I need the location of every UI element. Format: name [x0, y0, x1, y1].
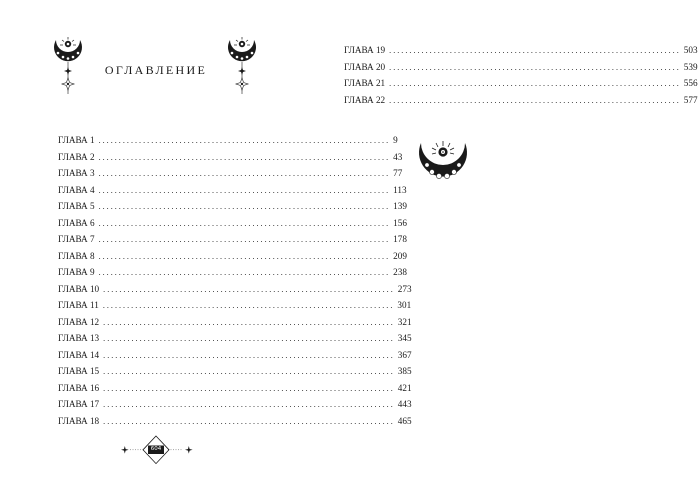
leader-dots: ........................................................................ [103, 400, 395, 409]
toc-entry[interactable] [58, 333, 412, 350]
leader-dots: ........................................................................ [98, 218, 391, 228]
page-number: 9 [393, 135, 398, 145]
chapter-label: ГЛАВА 5 [58, 201, 95, 211]
toc-entry[interactable] [58, 415, 412, 433]
leader-dots: ........................................................................ [103, 383, 395, 393]
page-number: 238 [393, 267, 407, 277]
page-folio [116, 435, 196, 465]
chapter-label: ГЛАВА 18 [58, 415, 100, 426]
toc-entry[interactable] [58, 366, 412, 383]
leader-dots: ........................................................................ [98, 185, 391, 195]
leader-dots: ........................................................................ [389, 62, 681, 72]
page-number: 273 [397, 283, 412, 294]
chapter-label: ГЛАВА 13 [58, 333, 100, 343]
page-number: 443 [397, 399, 412, 409]
page-number: 156 [393, 217, 407, 228]
page-number: 421 [397, 382, 412, 393]
page-number: 345 [397, 333, 412, 343]
leader-dots: ........................................................................ [103, 367, 395, 376]
leader-dots: ........................................................................ [389, 46, 681, 55]
toc-entry[interactable] [344, 94, 698, 112]
leader-dots: ........................................................................ [98, 235, 391, 244]
toc-entry[interactable] [58, 349, 412, 367]
chapter-label: ГЛАВА 7 [58, 234, 95, 244]
leader-dots: ........................................................................ [98, 169, 391, 178]
leader-dots: ........................................................................ [389, 79, 681, 88]
toc-right [344, 45, 698, 111]
folio-number: 604 [150, 445, 162, 452]
page-number: 367 [397, 349, 412, 360]
toc-entry[interactable] [58, 300, 412, 317]
toc-entry[interactable] [344, 45, 698, 62]
page-title: ОГЛАВЛЕНИЕ [104, 63, 208, 77]
chapter-label: ГЛАВА 2 [58, 151, 95, 162]
leader-dots: ........................................................................ [98, 152, 391, 162]
page-number: 301 [397, 300, 412, 310]
chapter-label: ГЛАВА 16 [58, 382, 100, 393]
chapter-label: ГЛАВА 4 [58, 184, 95, 195]
leader-dots: ........................................................................ [98, 268, 391, 277]
toc-entry[interactable] [58, 135, 398, 152]
toc-entry[interactable] [58, 316, 412, 334]
page-number: 465 [397, 415, 412, 426]
toc-entry[interactable] [58, 267, 407, 284]
chapter-label: ГЛАВА 14 [58, 349, 100, 360]
page-number: 43 [393, 151, 403, 162]
toc-entry[interactable] [58, 382, 412, 400]
page-number: 577 [683, 94, 698, 105]
page-number: 113 [393, 184, 407, 195]
leader-dots: ........................................................................ [103, 350, 395, 360]
page-number: 139 [393, 201, 407, 211]
page-number: 209 [393, 250, 407, 261]
toc-left [58, 135, 412, 432]
chapter-label: ГЛАВА 15 [58, 366, 100, 376]
page-number: 385 [397, 366, 412, 376]
leader-dots: ........................................................................ [103, 317, 395, 327]
chapter-label: ГЛАВА 6 [58, 217, 95, 228]
chapter-label: ГЛАВА 11 [58, 300, 99, 310]
leader-dots: ........................................................................ [98, 202, 391, 211]
toc-entry[interactable] [58, 250, 407, 268]
leader-dots: ........................................................................ [103, 416, 395, 426]
page-number: 178 [393, 234, 407, 244]
leader-dots: ........................................................................ [103, 284, 395, 294]
chapter-label: ГЛАВА 10 [58, 283, 100, 294]
chapter-label: ГЛАВА 21 [344, 78, 386, 88]
chapter-label: ГЛАВА 17 [58, 399, 100, 409]
toc-entry[interactable] [58, 168, 403, 185]
chapter-label: ГЛАВА 19 [344, 45, 386, 55]
page-number: 77 [393, 168, 403, 178]
crescent-moon-with-eye-and-star-icon [222, 34, 262, 98]
toc-entry[interactable] [344, 78, 698, 95]
chapter-label: ГЛАВА 1 [58, 135, 95, 145]
leader-dots: ........................................................................ [98, 136, 391, 145]
leader-dots: ........................................................................ [389, 95, 681, 105]
chapter-label: ГЛАВА 9 [58, 267, 95, 277]
page-number: 503 [683, 45, 698, 55]
chapter-label: ГЛАВА 22 [344, 94, 386, 105]
chapter-label: ГЛАВА 20 [344, 61, 386, 72]
chapter-label: ГЛАВА 12 [58, 316, 100, 327]
crescent-moon-with-eye-and-star-icon [48, 34, 88, 98]
chapter-label: ГЛАВА 3 [58, 168, 95, 178]
toc-entry[interactable] [58, 201, 407, 218]
toc-entry[interactable] [58, 399, 412, 416]
leader-dots: ........................................................................ [103, 334, 395, 343]
toc-entry[interactable] [58, 184, 407, 202]
leader-dots: ........................................................................ [98, 251, 391, 261]
crescent-moon-with-eye-icon [415, 137, 471, 191]
toc-entry[interactable] [58, 283, 412, 301]
leader-dots: ........................................................................ [102, 301, 395, 310]
toc-entry[interactable] [344, 61, 698, 79]
page-number: 321 [397, 316, 412, 327]
toc-entry[interactable] [58, 234, 407, 251]
page-number: 539 [683, 61, 698, 72]
toc-entry[interactable] [58, 217, 407, 235]
page-number: 556 [683, 78, 698, 88]
toc-entry[interactable] [58, 151, 403, 169]
chapter-label: ГЛАВА 8 [58, 250, 95, 261]
